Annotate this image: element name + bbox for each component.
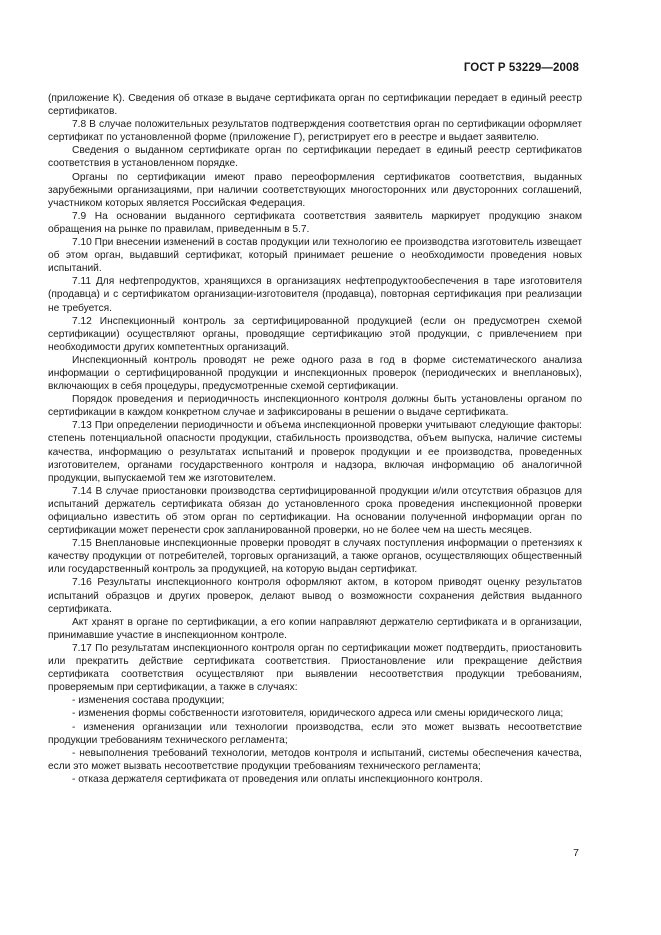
paragraph-7-10: 7.10 При внесении изменений в состав продукции или технологию ее производства изготовитель извещает об этом орган, выдавший сертификат, который принимает решение о необходимости проведения новых испытаний. <box>48 237 582 275</box>
list-item: - изменения формы собственности изготовителя, юридического адреса или смены юридического лица; <box>72 708 564 720</box>
paragraph: Органы по сертификации имеют право переоформления сертификатов соответствия, выданных зарубежными организациями, при наличии соответствующих многосторонних или двусторонних соглашений, участником которых является Российская Федерация. <box>48 171 582 209</box>
paragraph: Акт хранят в органе по сертификации, а его копии направляют держателю сертификата и в организации, принимавшие участие в инспекционном контроле. <box>48 616 582 641</box>
list-item: - отказа держателя сертификата от проведения или оплаты инспекционного контроля. <box>72 773 483 785</box>
paragraph: Порядок проведения и периодичность инспекционного контроля должны быть установлены органом по сертификации в каждом конкретном случае и зафиксированы в решении о выдаче сертификата. <box>48 394 582 419</box>
list-item: - невыполнения требований технологии, методов контроля и испытаний, системы обеспечения качества, если это может вызвать несоответствие продукции требованиям технического регламента; <box>48 747 582 772</box>
list-item: - изменения состава продукции; <box>72 695 225 707</box>
paragraph-7-11: 7.11 Для нефтепродуктов, хранящихся в организациях нефтепродуктообеспечения в таре изготовителя (продавца) и с сертификатом организации-изготовителя (продавца), повторная сертификация при реализации не требуется. <box>48 276 582 314</box>
standard-header: ГОСТ Р 53229—2008 <box>463 62 579 74</box>
list-item: - изменения организации или технологии производства, если это может вызвать несоответствие продукции требованиям технического регламента; <box>48 721 582 746</box>
paragraph-7-14: 7.14 В случае приостановки производства сертифицированной продукции и/или отсутствия образцов для испытаний держатель сертификата обязан до установленного срока проведения инспекционной проверки официально известить об этом орган по сертификации. На основании полученной информации орган по сертификации может перенести срок запланированной проверки, но не более чем на шесть месяцев. <box>48 485 582 537</box>
paragraph: Инспекционный контроль проводят не реже одного раза в год в форме систематического анализа информации о сертифицированной продукции и инспекционных проверок (периодических и внеплановых), включающих в себя процедуры, предусмотренные схемой сертификации. <box>48 354 582 393</box>
page-number: 7 <box>573 847 579 859</box>
document-body <box>48 92 582 786</box>
paragraph-7-13: 7.13 При определении периодичности и объема инспекционной проверки учитывают следующие факторы: степень потенциальной опасности продукции, стабильность производства, объем выпуска, наличие системы качества, информацию о результатах испытаний и проверок продукции и ее производства, проведенных изготовителем, органами государственного контроля и надзора, включая информацию об аналогичной продукции, выпускаемой тем же изготовителем. <box>48 420 582 484</box>
paragraph-7-8: 7.8 В случае положительных результатов подтверждения соответствия орган по сертификации оформляет сертификат по установленной форме (приложение Г), регистрирует его в реестре и выдает заявителю. <box>48 119 582 144</box>
paragraph-7-9: 7.9 На основании выданного сертификата соответствия заявитель маркирует продукцию знаком обращения на рынке по правилам, приведенным в 5.7. <box>48 210 582 235</box>
paragraph-7-16: 7.16 Результаты инспекционного контроля оформляют актом, в котором приводят оценку результатов испытаний образцов и других проверок, делают вывод о возможности сохранения действия выданного сертификата. <box>48 577 582 615</box>
paragraph: Сведения о выданном сертификате орган по сертификации передает в единый реестр сертификатов соответствия в установленном порядке. <box>48 145 582 170</box>
paragraph-7-17: 7.17 По результатам инспекционного контроля орган по сертификации может подтвердить, приостановить или прекратить действие сертификата соответствия. Приостановление или прекращение действия сертификата соответствия осуществляют при выявлении несоответствия продукции требованиям, проверяемым при сертификации, а также в случаях: <box>48 642 582 694</box>
paragraph-7-12: 7.12 Инспекционный контроль за сертифицированной продукцией (если он предусмотрен схемой сертификации) осуществляют органы, проводящие сертификацию этой продукции, с привлечением при необходимости других компетентных организаций. <box>48 315 582 353</box>
paragraph-continuation: (приложение К). Сведения об отказе в выдаче сертификата орган по сертификации передает в единый реестр сертификатов. <box>48 93 582 118</box>
paragraph-7-15: 7.15 Внеплановые инспекционные проверки проводят в случаях поступления информации о претензиях к качеству продукции от потребителей, торговых организаций, а также органов, осуществляющих общественный или государственный контроль за продукцией, на которую выдан сертификат. <box>48 538 582 576</box>
